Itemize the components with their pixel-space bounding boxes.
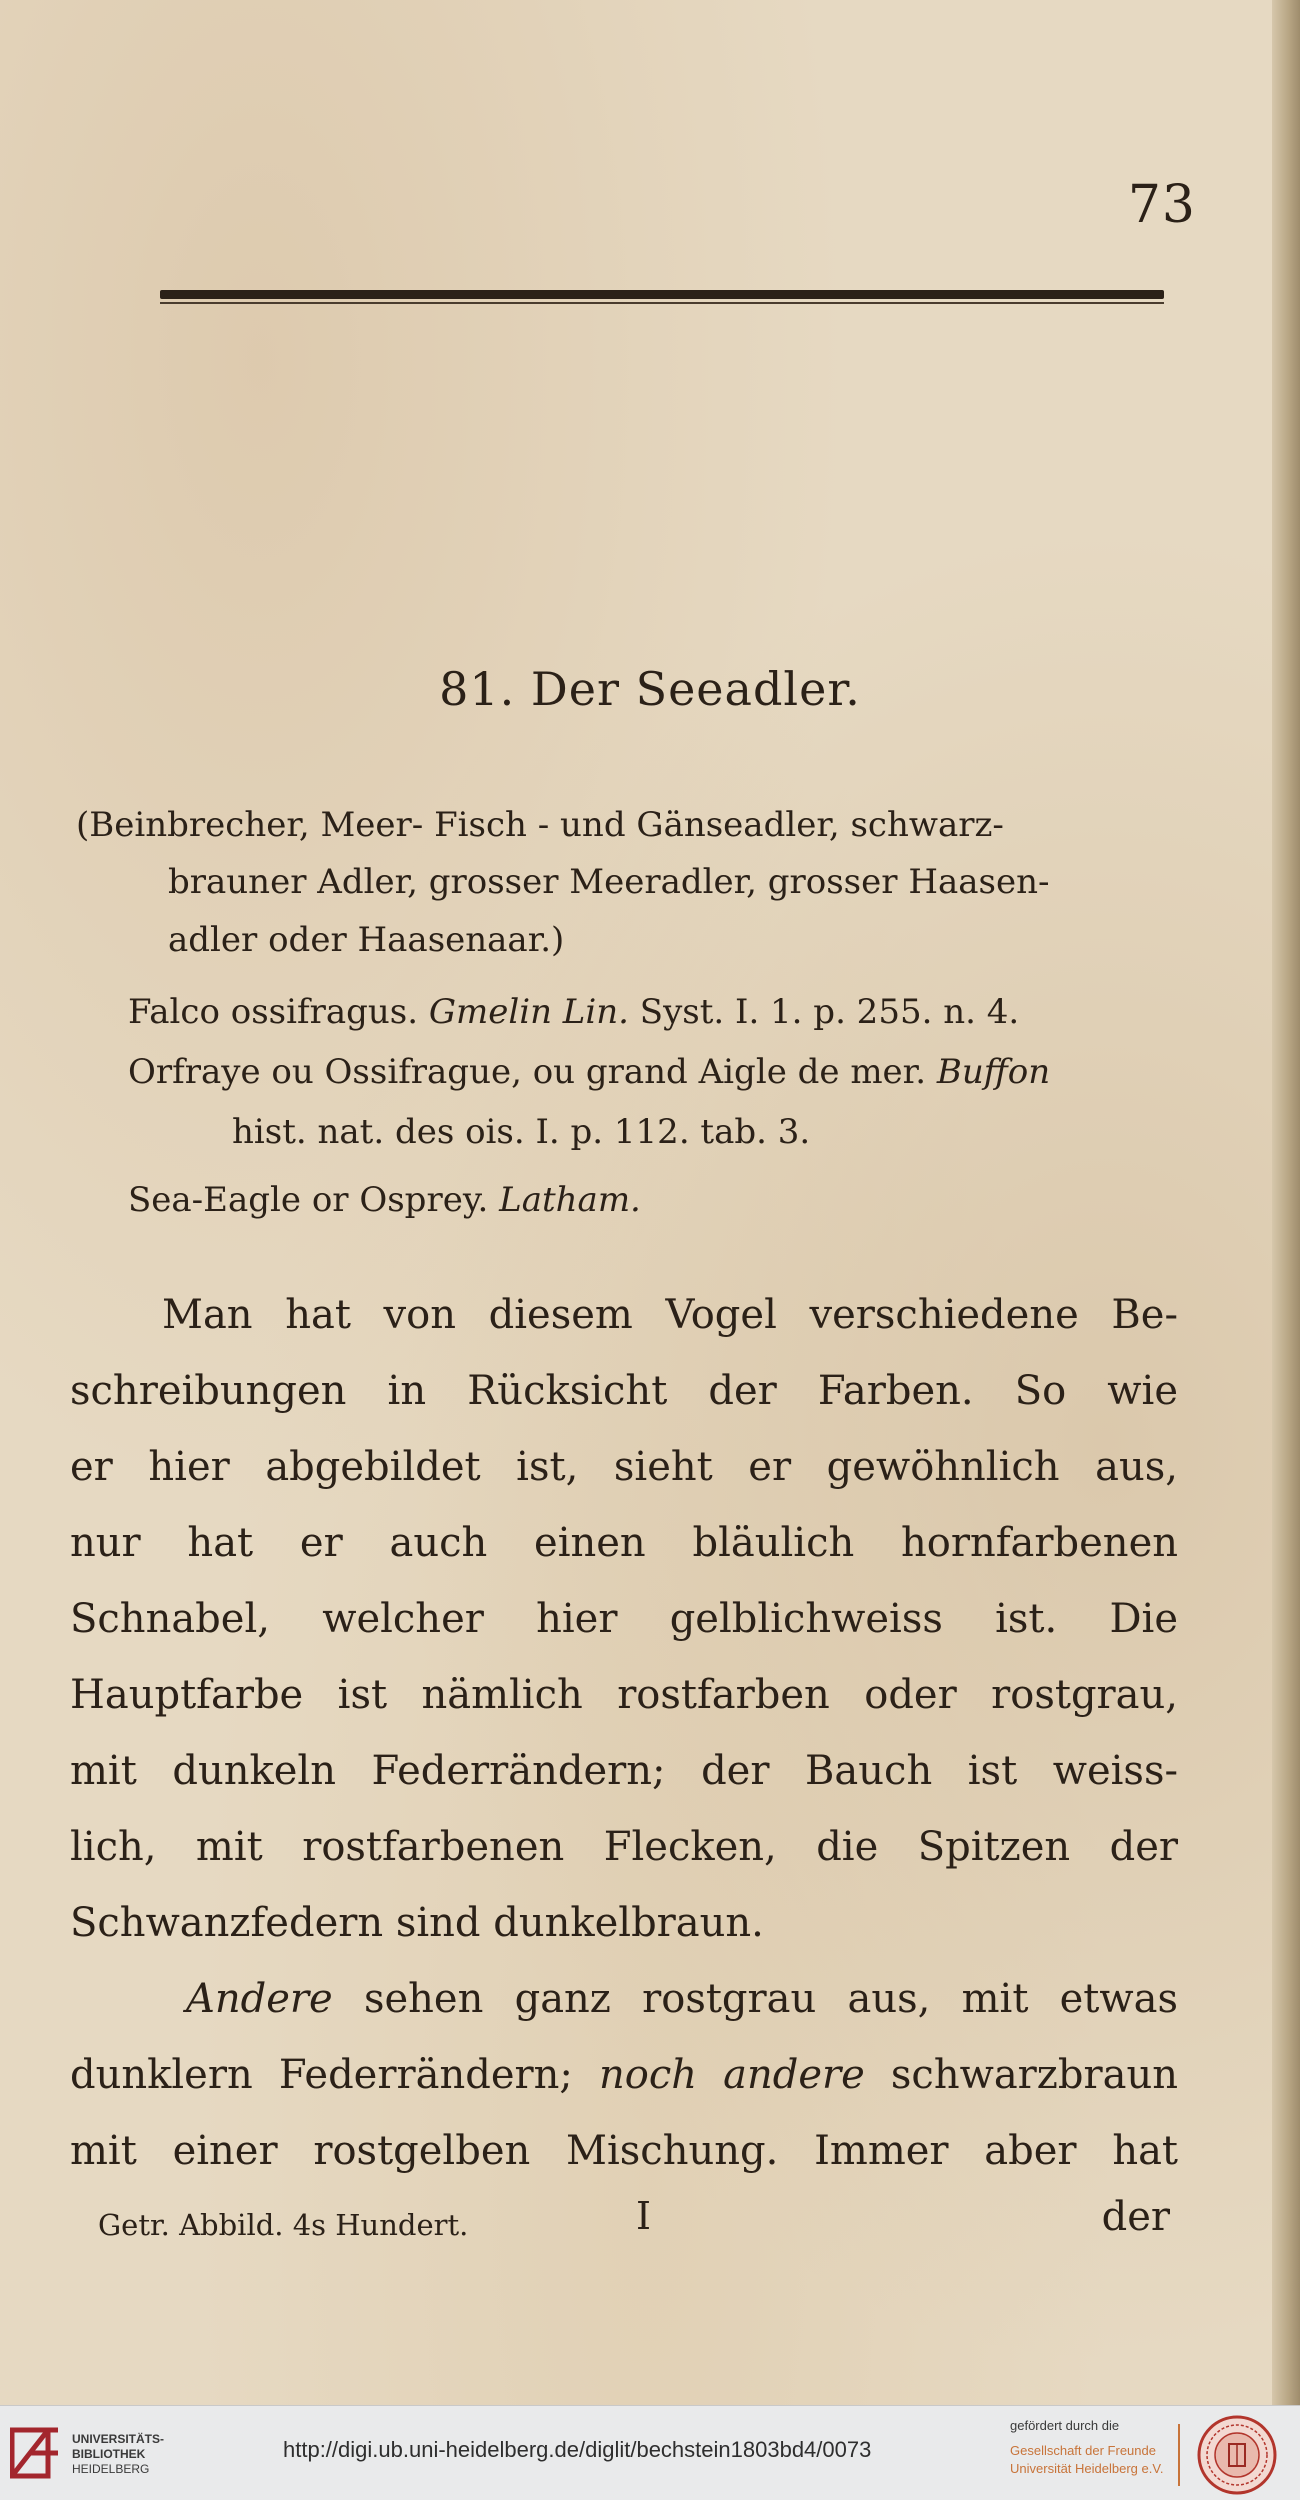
- reference-author: Buffon: [936, 1052, 1051, 1092]
- reference-line: [128, 1052, 1050, 1092]
- reference-citation: Syst. I. 1. p. 255. n. 4.: [639, 992, 1020, 1032]
- body-line: Man hat von diesem Vogel verschiedene Be-: [162, 1292, 1178, 1338]
- university-seal-icon[interactable]: [1196, 2414, 1278, 2496]
- body-line: mit dunkeln Federrändern; der Bauch ist weiss-: [70, 1748, 1178, 1794]
- sponsor-name-line: Universität Heidelberg e.V.: [1010, 2461, 1164, 2476]
- page-number: 73: [1127, 175, 1196, 235]
- reference-text: Sea-Eagle or Osprey.: [128, 1180, 489, 1220]
- header-rule: [160, 290, 1164, 299]
- body-line: er hier abgebildet ist, sieht er gewöhnlich aus,: [70, 1444, 1178, 1490]
- body-line: Schwanzfedern sind dunkelbraun.: [70, 1900, 764, 1946]
- reference-author: Latham.: [499, 1180, 641, 1220]
- printer-signature: Getr. Abbild. 4s Hundert.: [98, 2208, 469, 2242]
- body-line: Hauptfarbe ist nämlich rostfarben oder rostgrau,: [70, 1672, 1178, 1718]
- reference-line: [128, 992, 1019, 1032]
- reference-line: [232, 1112, 810, 1152]
- body-line: dunklern Federrändern; noch andere schwarzbraun: [70, 2052, 1178, 2098]
- library-name-line: HEIDELBERG: [72, 2462, 150, 2476]
- reference-text: Falco ossifragus.: [128, 992, 419, 1032]
- library-name-line: BIBLIOTHEK: [72, 2447, 146, 2461]
- synonym-line: adler oder Haasenaar.): [168, 920, 565, 960]
- reference-text: hist. nat. des ois. I. p. 112. tab. 3.: [232, 1112, 811, 1152]
- library-banner: [0, 2405, 1300, 2500]
- synonym-line: (Beinbrecher, Meer- Fisch - und Gänseadler, schwarz-: [76, 805, 1004, 845]
- body-line: nur hat er auch einen bläulich hornfarbenen: [70, 1520, 1178, 1566]
- body-line: Schnabel, welcher hier gelblichweiss ist. Die: [70, 1596, 1178, 1642]
- body-line: lich, mit rostfarbenen Flecken, die Spitzen der: [70, 1824, 1178, 1870]
- body-line: mit einer rostgelben Mischung. Immer aber hat: [70, 2128, 1178, 2174]
- library-logo-icon[interactable]: [10, 2424, 62, 2482]
- reference-text: Orfraye ou Ossifrague, ou grand Aigle de mer.: [128, 1052, 927, 1092]
- synonym-line: brauner Adler, grosser Meeradler, grosser Haasen-: [168, 862, 1050, 902]
- sponsor-divider: [1178, 2424, 1180, 2486]
- sponsor-name-link[interactable]: [1010, 2442, 1163, 2478]
- page-edge-shadow: [1272, 0, 1300, 2405]
- page-url-link[interactable]: http://digi.ub.uni-heidelberg.de/diglit/bechstein1803bd4/0073: [283, 2437, 872, 2462]
- section-title: 81. Der Seeadler.: [439, 662, 861, 716]
- header-rule-underline: [160, 302, 1164, 304]
- signature-mark: I: [636, 2194, 652, 2238]
- library-name-line: UNIVERSITÄTS-: [72, 2432, 165, 2446]
- catchword: der: [1101, 2194, 1170, 2240]
- body-line: schreibungen in Rücksicht der Farben. So wie: [70, 1368, 1178, 1414]
- sponsor-name-line: Gesellschaft der Freunde: [1010, 2443, 1156, 2458]
- sponsor-label: gefördert durch die: [1010, 2418, 1120, 2433]
- library-name[interactable]: [72, 2432, 164, 2477]
- body-line: Andere sehen ganz rostgrau aus, mit etwas: [186, 1976, 1178, 2022]
- reference-line: [128, 1180, 641, 1220]
- reference-author: Gmelin Lin.: [428, 992, 629, 1032]
